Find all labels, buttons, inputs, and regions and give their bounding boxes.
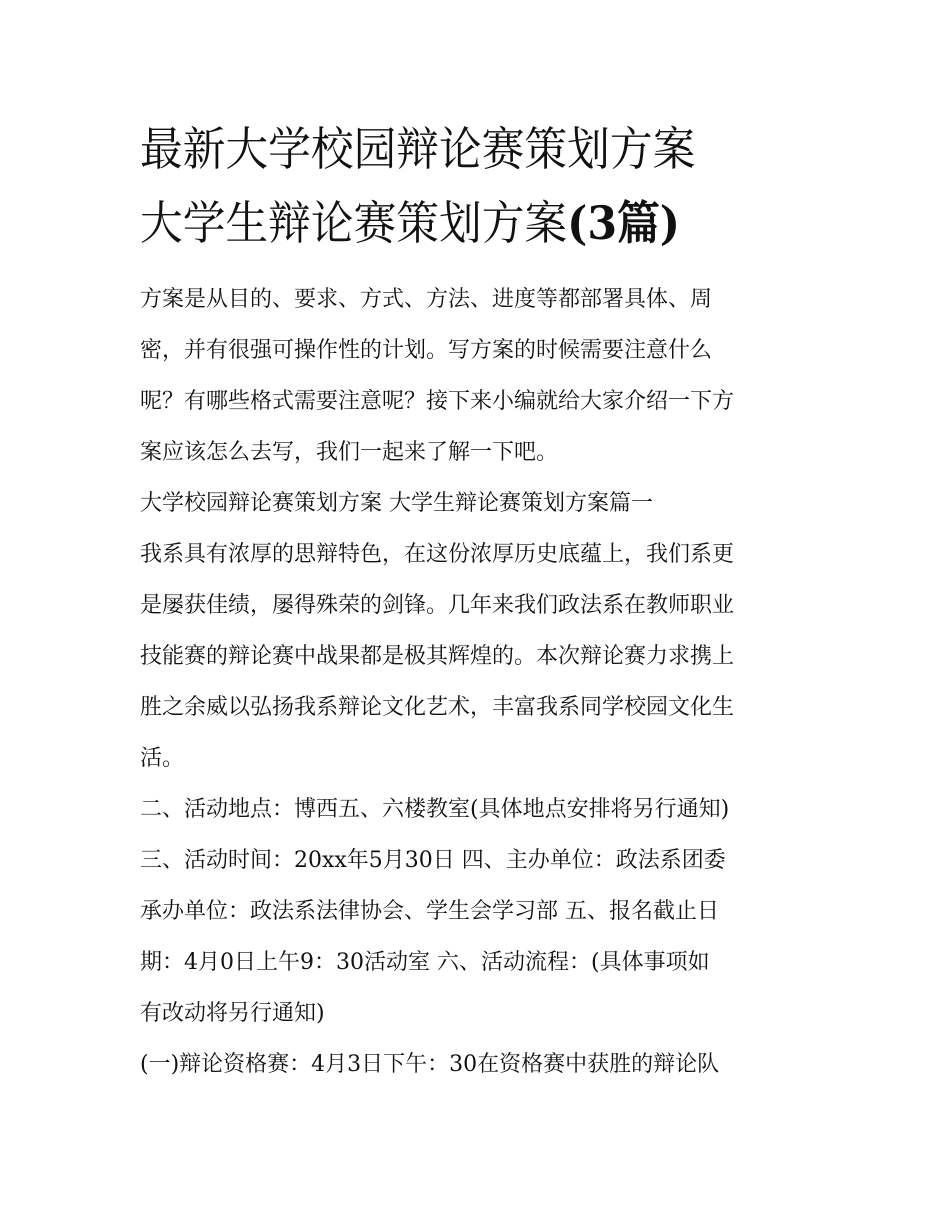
- body-line: 活。: [140, 746, 185, 771]
- body-line: 有改动将另行通知): [140, 1001, 325, 1026]
- document-title-line-2: [140, 186, 790, 260]
- body-line: 呢？有哪些格式需要注意呢？接下来小编就给大家介绍一下方: [140, 389, 735, 414]
- title-line-2-main: 大学生辩论赛策划方案: [140, 196, 568, 250]
- body-line: 技能赛的辩论赛中战果都是极其辉煌的。本次辩论赛力求携上: [140, 644, 735, 669]
- body-line: 方案是从目的、要求、方式、方法、进度等都部署具体、周: [140, 287, 713, 312]
- body-line: 是屡获佳绩，屡得殊荣的剑锋。几年来我们政法系在教师职业: [140, 593, 735, 618]
- body-line: 三、活动时间：20xx年5月30日 四、主办单位：政法系团委: [140, 848, 726, 873]
- body-line: 胜之余威以弘扬我系辩论文化艺术，丰富我系同学校园文化生: [140, 695, 735, 720]
- body-line: 承办单位：政法系法律协会、学生会学习部 五、报名截止日: [140, 899, 719, 924]
- section-heading: 大学校园辩论赛策划方案 大学生辩论赛策划方案篇一: [140, 491, 653, 516]
- body-line: (一)辩论资格赛：4月3日下午：30在资格赛中获胜的辩论队: [140, 1052, 720, 1077]
- body-line: 期：4月0日上午9：30活动室 六、活动流程：(具体事项如: [140, 950, 710, 975]
- title-line-2-suffix: (3篇): [567, 196, 681, 250]
- body-line: 密，并有很强可操作性的计划。写方案的时候需要注意什么: [140, 338, 713, 363]
- body-line: 二、活动地点：博西五、六楼教室(具体地点安排将另行通知): [140, 797, 730, 822]
- body-line: 案应该怎么去写，我们一起来了解一下吧。: [140, 440, 559, 465]
- body-line: 我系具有浓厚的思辩特色，在这份浓厚历史底蕴上，我们系更: [140, 542, 735, 567]
- document-title-line-1: 最新大学校园辩论赛策划方案: [140, 122, 696, 176]
